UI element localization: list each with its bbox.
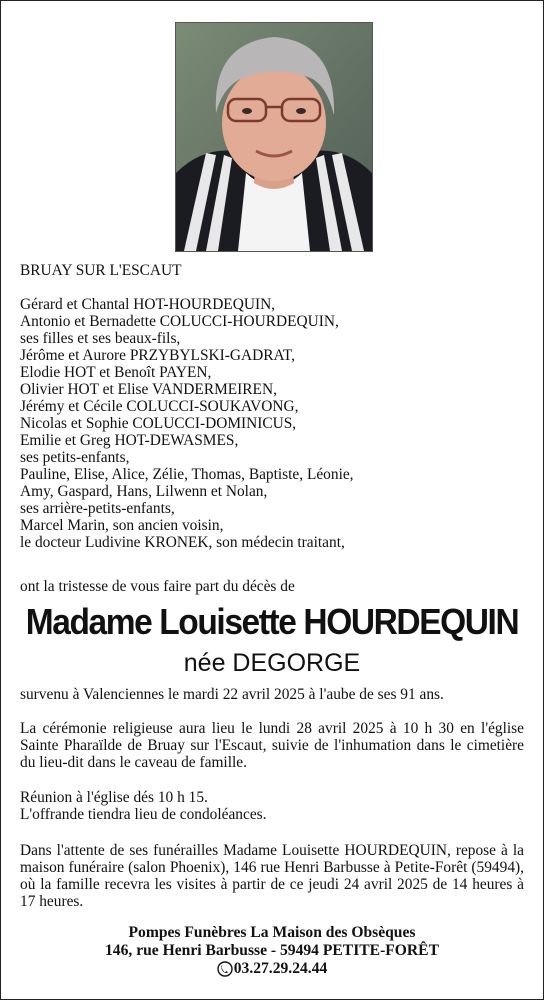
- family-line: ses petits-enfants,: [20, 449, 130, 466]
- funeral-home-footer: [0, 924, 544, 982]
- phone-icon: [217, 961, 233, 977]
- announcement-text: ont la tristesse de vous faire part du décès de: [20, 578, 295, 595]
- visits-paragraph: Dans l'attente de ses funérailles Madame Louisette HOURDEQUIN, repose à la maison funéraire (salon Phoenix), 146 rue Henri Barbusse à Petite-Forêt (59494), où la famille recevra les visites à partir de ce jeudi 24 avril 2025 de 14 heures à 17 heures.: [20, 842, 524, 910]
- family-line: Nicolas et Sophie COLUCCI-DOMINICUS,: [20, 415, 297, 432]
- family-line: Emilie et Greg HOT-DEWASMES,: [20, 432, 239, 449]
- town-heading: BRUAY SUR L'ESCAUT: [20, 262, 182, 279]
- funeral-home-name: Pompes Funèbres La Maison des Obsèques: [128, 924, 416, 941]
- family-list: [20, 296, 524, 551]
- family-line: Amy, Gaspard, Hans, Lilwenn et Nolan,: [20, 483, 268, 500]
- family-line: Pauline, Elise, Alice, Zélie, Thomas, Baptiste, Léonie,: [20, 466, 354, 483]
- phone-number: 03.27.29.24.44: [233, 960, 328, 977]
- family-line: Jérémy et Cécile COLUCCI-SOUKAVONG,: [20, 398, 299, 415]
- family-line: ses filles et ses beaux-fils,: [20, 330, 181, 347]
- meeting-line: Réunion à l'église dés 10 h 15.: [20, 789, 208, 806]
- death-notice: survenu à Valenciennes le mardi 22 avril 2025 à l'aube de ses 91 ans.: [20, 686, 444, 703]
- family-line: Antonio et Bernadette COLUCCI-HOURDEQUIN,: [20, 313, 339, 330]
- maiden-name: née DEGORGE: [183, 649, 361, 677]
- family-line: Elodie HOT et Benoît PAYEN,: [20, 364, 212, 381]
- family-line: Jérôme et Aurore PRZYBYLSKI-GADRAT,: [20, 347, 296, 364]
- family-line: Gérard et Chantal HOT-HOURDEQUIN,: [20, 296, 276, 313]
- ceremony-paragraph: La cérémonie religieuse aura lieu le lundi 28 avril 2025 à 10 h 30 en l'église Sainte Pharaïlde de Bruay sur l'Escaut, suivie de l'inhumation dans le cimetière du lieu-dit dans le caveau de famille.: [20, 720, 524, 771]
- funeral-home-phone: [217, 960, 328, 978]
- meeting-paragraph: [20, 789, 524, 823]
- funeral-home-address: 146, rue Henri Barbusse - 59494 PETITE-FORÊT: [105, 942, 439, 959]
- family-line: Marcel Marin, son ancien voisin,: [20, 517, 224, 534]
- family-line: Olivier HOT et Elise VANDERMEIREN,: [20, 381, 277, 398]
- condolences-line: L'offrande tiendra lieu de condoléances.: [20, 806, 267, 823]
- deceased-name: Madame Louisette HOURDEQUIN: [25, 601, 519, 642]
- family-line: le docteur Ludivine KRONEK, son médecin traitant,: [20, 534, 345, 551]
- family-line: ses arrière-petits-enfants,: [20, 500, 175, 517]
- portrait-photo: [175, 22, 373, 252]
